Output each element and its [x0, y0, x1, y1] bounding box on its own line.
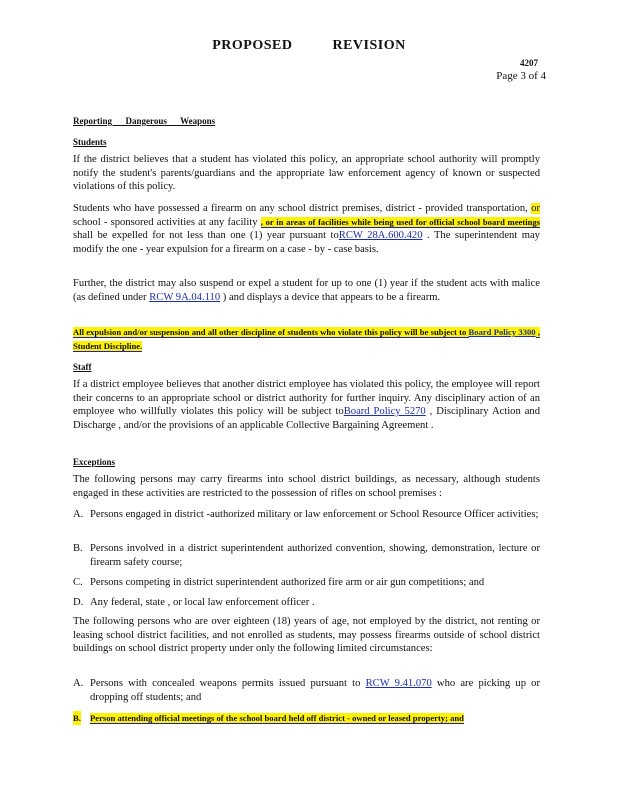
section-heading-students: Students: [73, 137, 107, 147]
item-marker: B.: [73, 543, 83, 554]
item-marker: B.: [73, 713, 81, 723]
students-paragraph-4: [73, 325, 540, 353]
item-text: Persons engaged in district -authorized military or law enforcement or School Resource Officer activities;: [90, 509, 539, 520]
p3-text-a: Further, the district may also suspend or expel a student for up to one (1) year if the student acts with malice (as defined under: [73, 278, 540, 303]
board-policy-5270-link[interactable]: Board Policy 5270: [343, 406, 426, 418]
p2-text-d: . The superintendent may modify the one - year expulsion for a firearm on a case - by - case basis.: [73, 230, 540, 255]
rcw-9-41-070-link[interactable]: RCW 9.41.070: [365, 678, 432, 689]
item-text: Any federal, state , or local law enforcement officer .: [90, 597, 315, 608]
title-revision: REVISION: [332, 38, 406, 53]
p4-highlight-b: , Student Discipline.: [73, 327, 541, 351]
circumstance-item-b: [73, 711, 540, 739]
section-heading-reporting: Reporting Dangerous Weapons: [73, 116, 216, 126]
rcw-28a-600-420-link[interactable]: RCW 28A.600.420: [338, 230, 423, 242]
item-text: Persons involved in a district superintendent authorized convention, showing, demonstration, lecture or firearm safety course;: [90, 543, 540, 568]
section-heading-exceptions: Exceptions: [73, 457, 116, 467]
item-marker: D.: [73, 597, 84, 608]
item-marker: C.: [73, 577, 83, 588]
item-text: [90, 677, 540, 704]
exception-item-c: [73, 576, 540, 590]
exception-item-d: [73, 596, 540, 610]
exceptions-intro: The following persons may carry firearms into school district buildings, as necessary, although students engaged in these activities are restricted to the possession of rifles on school premises :: [73, 474, 540, 499]
p2-text-c: shall be expelled for not less than one (1) year pursuant to: [73, 230, 339, 242]
policy-number: 4207: [520, 58, 538, 68]
staff-paragraph-1: [73, 378, 540, 432]
item-text: [90, 711, 540, 725]
exception-item-b: [73, 542, 540, 570]
staff-text-a: If a district employee believes that another district employee has violated this policy, the employee will report their concerns to an appropriate school or district authority for further inquiry. Any disciplinary action of an employee who willfully violates this policy will be subject to: [73, 379, 540, 418]
rcw-9a-04-110-link[interactable]: RCW 9A.04.110: [149, 291, 221, 303]
item2a-text-a: Persons with concealed weapons permits issued pursuant to: [90, 678, 366, 689]
board-policy-3300-link[interactable]: Board Policy 3300: [468, 327, 536, 337]
page-number: Page 3 of 4: [496, 70, 546, 82]
p2-highlight-insert: , or in areas of facilities while being used for official school board meetings: [260, 216, 541, 227]
title-proposed: PROPOSED: [212, 38, 293, 53]
students-paragraph-3: [73, 277, 540, 304]
circumstance-item-a: [73, 677, 540, 705]
item-text: Persons competing in district superintendent authorized fire arm or air gun competitions; and: [90, 577, 485, 588]
item-marker: A.: [73, 509, 84, 520]
students-paragraph-1: If the district believes that a student has violated this policy, an appropriate school authority will promptly notify the student's parents/guardians and the appropriate law enforcement agency of known or suspected violations of this policy.: [73, 154, 540, 193]
p2-or-highlight: or: [531, 203, 540, 214]
exceptions-paragraph-2: The following persons who are over eighteen (18) years of age, not employed by the district, not renting or leasing school district facilities, and not enrolled as students, may possess firearms outside of school district buildings on school district property under only the following limited circumstances:: [73, 616, 540, 655]
item2b-highlight: Person attending official meetings of the school board held off district - owned or leased property; and: [90, 713, 464, 723]
p3-text-b: ) and displays a device that appears to be a firearm.: [220, 291, 441, 303]
p2-text-b: school - sponsored activities at any facility: [73, 216, 261, 228]
exception-item-a: [73, 508, 540, 536]
p2-text-a: Students who have possessed a firearm on any school district premises, district - provided transportation,: [73, 203, 532, 214]
item-marker: A.: [73, 678, 84, 689]
item2a-text-b: who are picking up or dropping off students; and: [90, 678, 540, 703]
students-paragraph-2: [73, 202, 540, 256]
section-heading-staff: Staff: [73, 362, 92, 372]
staff-text-b: , Disciplinary Action and Discharge , and/or the provisions of an applicable Collective Bargaining Agreement .: [73, 406, 541, 431]
p4-highlight-a: All expulsion and/or suspension and all other discipline of students who violate this policy will be subject to: [73, 327, 469, 337]
document-title: [0, 38, 618, 54]
